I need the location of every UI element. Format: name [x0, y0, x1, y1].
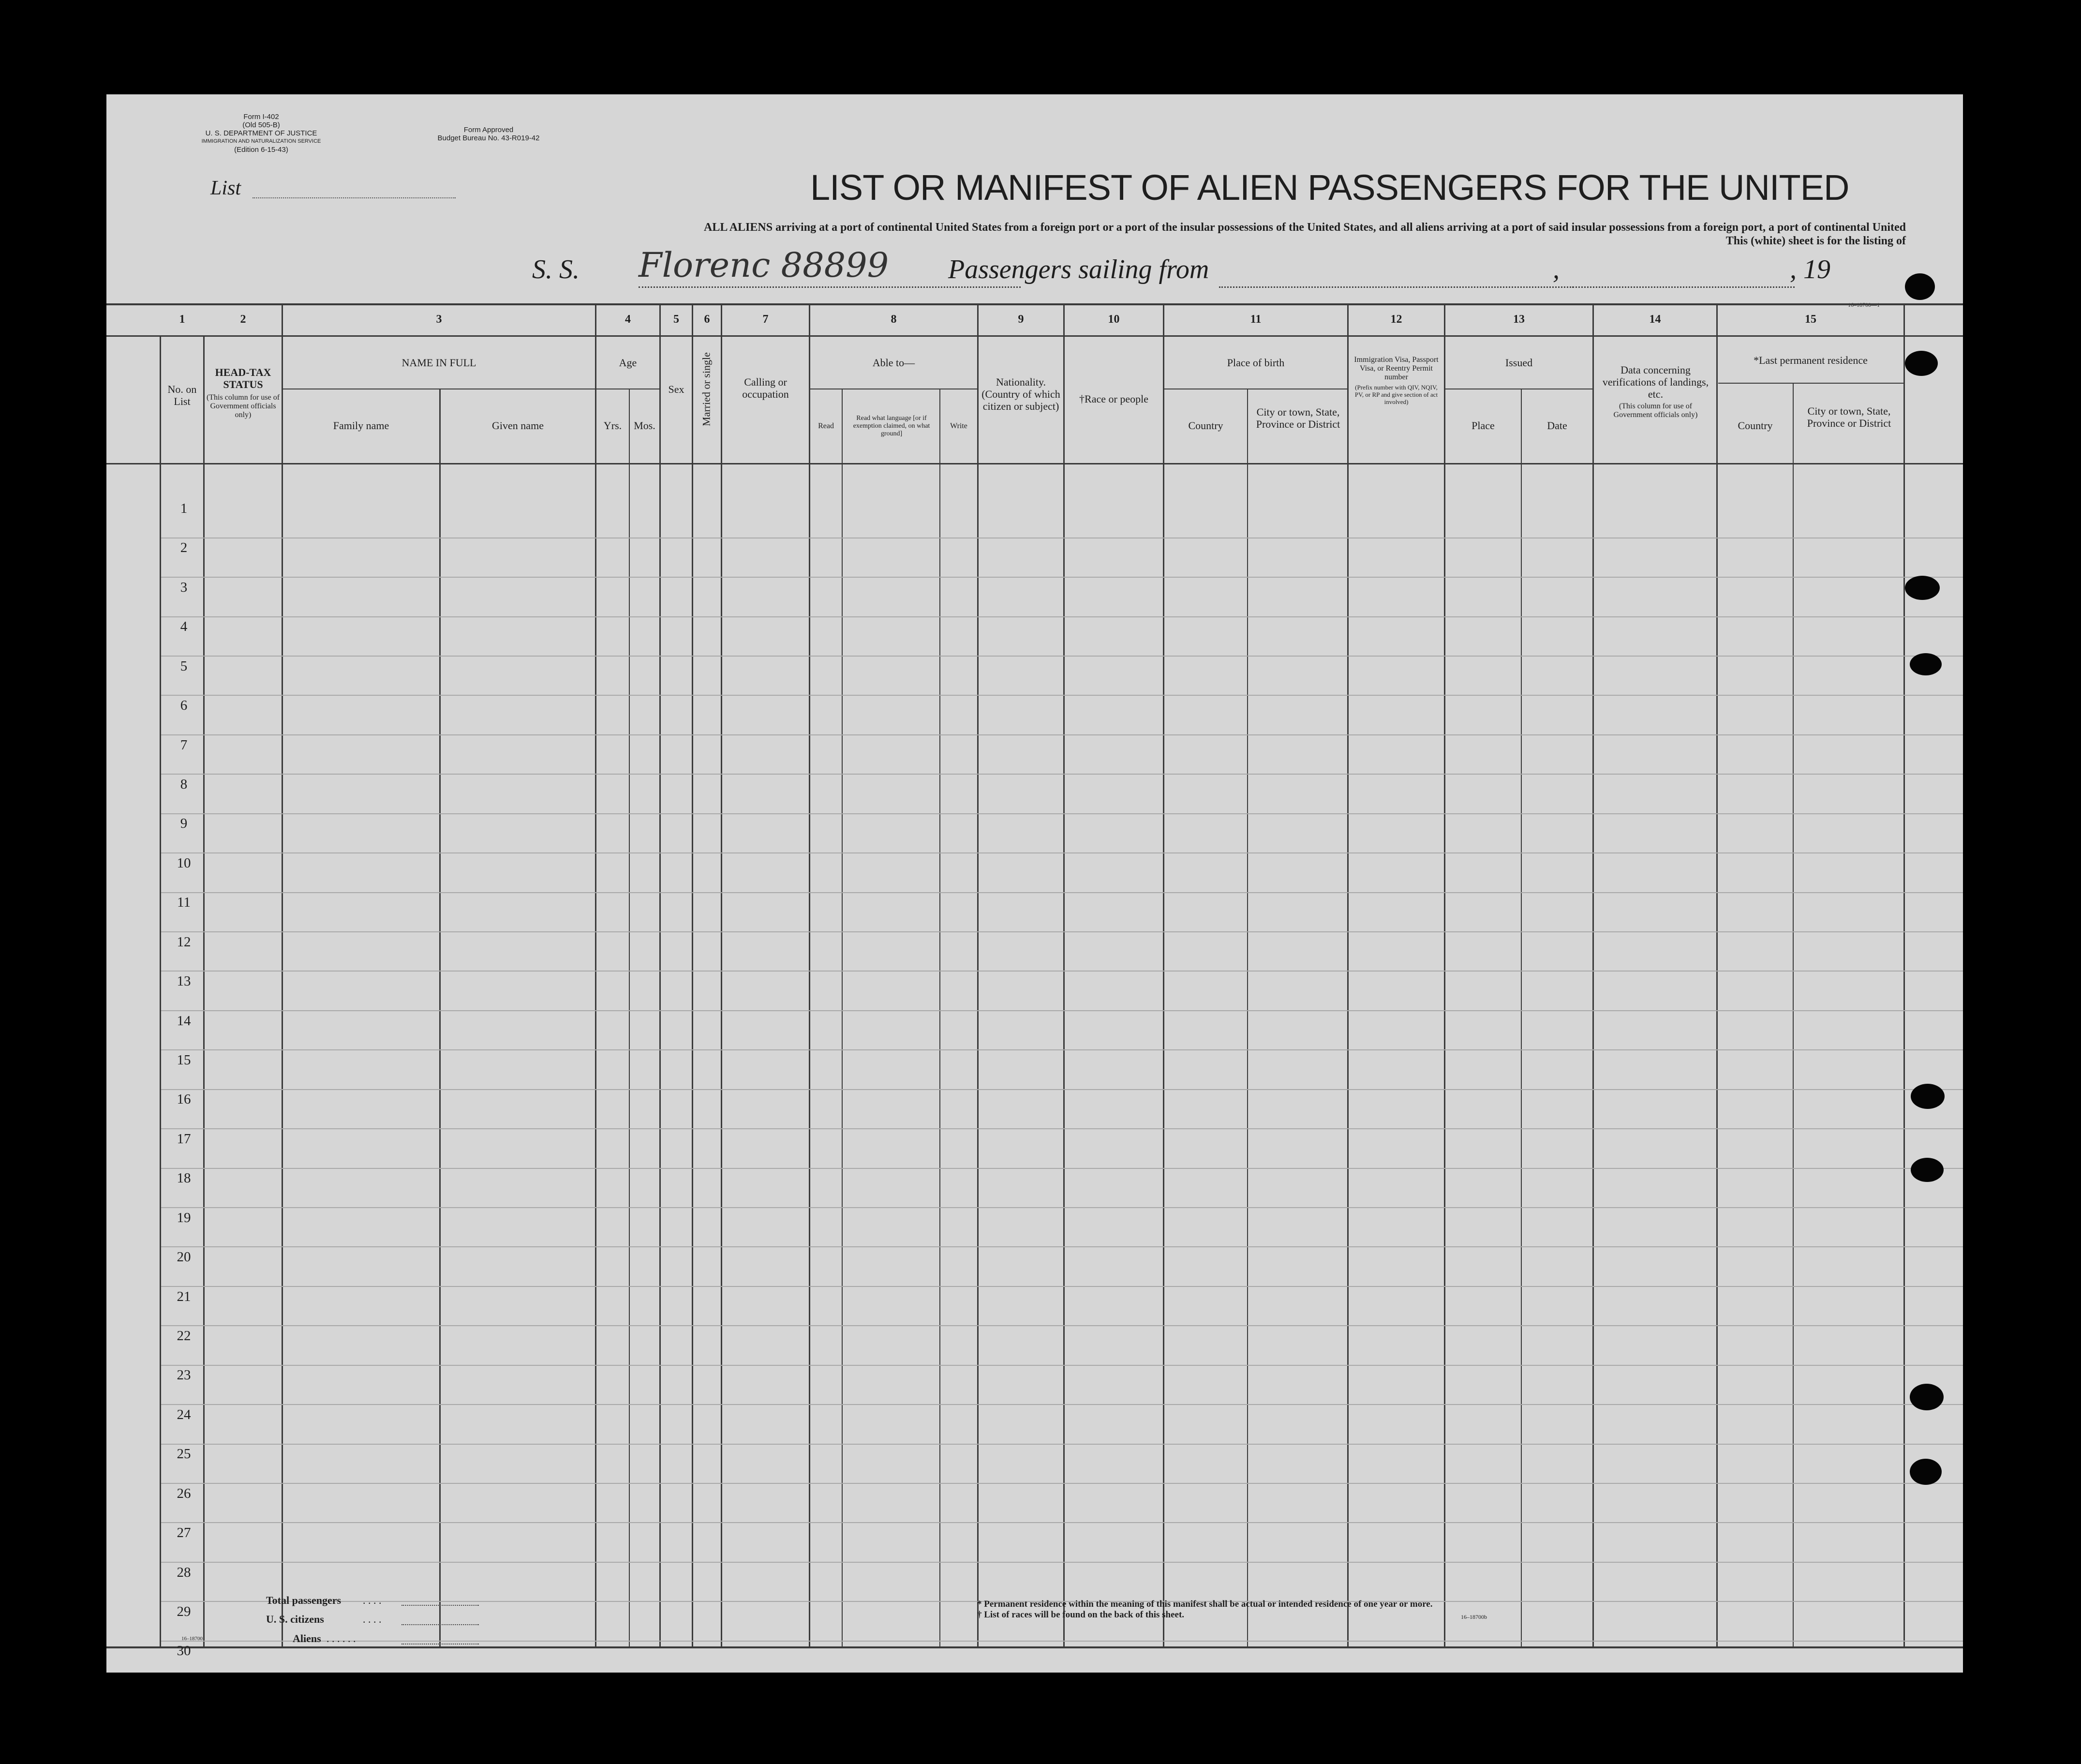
row-number-7: 7 — [180, 737, 188, 753]
col-header-issued-place: Place — [1472, 419, 1495, 432]
row-number-26: 26 — [177, 1485, 191, 1501]
print-code-left: 16–18700 — [181, 1636, 203, 1642]
aliens-label: Aliens — [293, 1632, 321, 1644]
col-number-14: 14 — [1649, 313, 1661, 326]
table-top-border — [106, 303, 1963, 305]
manifest-subtitle-line2: This (white) sheet is for the listing of — [1725, 235, 1906, 247]
head-tax-note: (This column for use of Government officials only) — [206, 393, 280, 419]
us-citizens-label: U. S. citizens — [266, 1613, 324, 1625]
row-number-8: 8 — [180, 776, 188, 792]
col-number-13: 13 — [1513, 313, 1525, 326]
col-header-occupation: Calling or occupation — [742, 376, 789, 400]
punch-hole — [1910, 653, 1942, 675]
head-tax-label: HEAD-TAX STATUS — [215, 366, 271, 390]
col-header-read: Read — [818, 422, 834, 430]
col-header-issued: Issued — [1505, 357, 1533, 369]
row-rule — [161, 1444, 1963, 1445]
year-prefix: , 19 — [1790, 254, 1830, 284]
row-rule — [161, 1010, 1963, 1011]
col-number-12: 12 — [1390, 313, 1402, 326]
row-number-20: 20 — [177, 1249, 191, 1265]
department-name: U. S. DEPARTMENT OF JUSTICE — [205, 129, 317, 137]
col-header-race: †Race or people — [1079, 393, 1148, 405]
handwritten-ship-name: Florenc 88899 — [639, 245, 889, 285]
punch-hole — [1910, 1459, 1942, 1485]
col-header-verifications — [1599, 364, 1712, 419]
us-citizens-dots: . . . . — [363, 1613, 382, 1625]
punch-hole — [1911, 1084, 1945, 1109]
row-number-9: 9 — [180, 816, 188, 832]
row-rule — [161, 774, 1963, 775]
col-number-10: 10 — [1108, 313, 1120, 326]
col-header-birth-country: Country — [1188, 419, 1223, 432]
list-number-field[interactable] — [253, 197, 456, 198]
row-number-19: 19 — [177, 1210, 191, 1226]
col-number-6: 6 — [704, 313, 710, 326]
sailing-date-field[interactable] — [1572, 286, 1795, 288]
sailing-port-field[interactable] — [1219, 286, 1606, 288]
row-rule — [161, 656, 1963, 657]
visa-label: Immigration Visa, Passport Visa, or Reentry Permit number — [1354, 356, 1439, 381]
row-number-24: 24 — [177, 1406, 191, 1422]
ship-name-field[interactable] — [639, 286, 1021, 288]
col-number-7: 7 — [762, 313, 769, 326]
service-name: IMMIGRATION AND NATURALIZATION SERVICE — [201, 138, 321, 144]
budget-number: Budget Bureau No. 43-R019-42 — [437, 134, 540, 142]
total-passengers-field[interactable] — [401, 1605, 479, 1606]
punch-hole — [1905, 273, 1935, 300]
row-rule — [161, 1246, 1963, 1247]
row-number-17: 17 — [177, 1131, 191, 1147]
verifications-note: (This column for use of Government officials only) — [1613, 402, 1698, 419]
row-number-28: 28 — [177, 1564, 191, 1580]
row-rule — [161, 892, 1963, 893]
row-rule — [161, 1128, 1963, 1129]
punch-hole — [1905, 576, 1940, 600]
sailing-comma: , — [1553, 254, 1560, 284]
punch-hole — [1905, 351, 1938, 376]
row-number-27: 27 — [177, 1525, 191, 1541]
col-number-11: 11 — [1250, 313, 1262, 326]
row-rule — [161, 1522, 1963, 1523]
row-number-29: 29 — [177, 1604, 191, 1620]
row-rule — [161, 1404, 1963, 1405]
row-rule — [161, 1483, 1963, 1484]
col-number-2: 2 — [240, 313, 246, 326]
row-rule — [161, 931, 1963, 932]
total-passengers-label: Total passengers — [266, 1594, 342, 1606]
verifications-label: Data concerning verifications of landings, etc. — [1602, 364, 1709, 400]
footnote-permanent-residence: * Permanent residence within the meaning of this manifest shall be actual or intended residence of one year or more. — [977, 1599, 1433, 1609]
col-header-no-on-list: No. on List — [167, 383, 197, 407]
row-rule — [161, 1049, 1963, 1050]
row-rule — [161, 852, 1963, 853]
form-approved-label: Form Approved — [463, 126, 514, 134]
row-number-30: 30 — [177, 1643, 191, 1659]
row-rule — [161, 1089, 1963, 1090]
row-number-5: 5 — [180, 658, 188, 674]
punch-hole — [1911, 1158, 1944, 1182]
totals-block — [266, 1594, 614, 1649]
row-number-23: 23 — [177, 1367, 191, 1383]
punch-hole — [1910, 1384, 1944, 1410]
row-number-18: 18 — [177, 1170, 191, 1186]
col-number-15: 15 — [1805, 313, 1816, 326]
col-number-4: 4 — [625, 313, 631, 326]
col-header-able-to: Able to— — [872, 357, 915, 369]
col-header-family-name: Family name — [333, 419, 389, 432]
row-number-16: 16 — [177, 1091, 191, 1107]
row-rule — [161, 734, 1963, 735]
col-header-sex: Sex — [668, 383, 684, 395]
col-header-years: Yrs. — [603, 419, 622, 432]
col-number-9: 9 — [1018, 313, 1024, 326]
list-label: List — [210, 177, 241, 199]
col-header-head-tax — [205, 366, 282, 419]
approval-block — [411, 126, 566, 142]
row-number-15: 15 — [177, 1052, 191, 1068]
row-number-4: 4 — [180, 619, 188, 635]
col-header-months: Mos. — [634, 419, 655, 432]
row-rule — [161, 1365, 1963, 1366]
us-citizens-field[interactable] — [401, 1624, 479, 1625]
manifest-subtitle-line1: ALL ALIENS arriving at a port of continental United States from a foreign port or a port of the insular possessions of the United States, and all aliens arriving at a port of said insular possessions from a foreign port, a port of continental United — [704, 221, 1906, 234]
col-header-issued-date: Date — [1547, 419, 1567, 432]
row-number-10: 10 — [177, 855, 191, 871]
row-number-22: 22 — [177, 1328, 191, 1344]
col-header-read-language: Read what language [or if exemption claimed, on what ground] — [853, 415, 930, 437]
row-rule — [161, 616, 1963, 617]
col-header-write: Write — [950, 422, 967, 430]
col-header-residence-country: Country — [1738, 419, 1773, 432]
form-info-block — [189, 113, 334, 154]
row-number-11: 11 — [177, 895, 191, 911]
visa-note: (Prefix number with QIV, NQIV, PV, or RP and give section of act involved) — [1354, 384, 1438, 405]
row-rule — [161, 1207, 1963, 1208]
col-header-last-residence: *Last permanent residence — [1754, 354, 1868, 366]
row-rule — [161, 1286, 1963, 1287]
row-rule — [161, 1168, 1963, 1169]
footnote-races: † List of races will be found on the back of this sheet. — [977, 1610, 1185, 1620]
row-number-13: 13 — [177, 973, 191, 989]
col-header-given-name: Given name — [492, 419, 544, 432]
col-header-visa — [1351, 356, 1442, 405]
ss-prefix: S. S. — [532, 254, 580, 284]
col-header-name-in-full: NAME IN FULL — [401, 357, 476, 369]
col-header-age: Age — [619, 357, 637, 369]
total-passengers-dots: . . . . — [363, 1594, 382, 1606]
row-rule — [161, 577, 1963, 578]
row-number-2: 2 — [180, 540, 188, 556]
col-number-1: 1 — [179, 313, 185, 326]
col-number-3: 3 — [436, 313, 442, 326]
col-header-nationality: Nationality. (Country of which citizen or subject) — [981, 376, 1060, 412]
edition-date: (Edition 6-15-43) — [234, 146, 288, 154]
print-code-bottom-right: 16–18700b — [1461, 1614, 1487, 1620]
sailing-from-label: Passengers sailing from — [948, 254, 1209, 284]
col-number-5: 5 — [673, 313, 679, 326]
row-rule — [161, 813, 1963, 814]
manifest-title: LIST OR MANIFEST OF ALIEN PASSENGERS FOR THE UNITED — [810, 167, 1849, 208]
aliens-dots: . . . . . . — [327, 1632, 356, 1644]
col-header-birth-city: City or town, State, Province or District — [1256, 406, 1340, 430]
col-number-8: 8 — [891, 313, 897, 326]
manifest-rows — [106, 464, 1963, 1659]
row-number-3: 3 — [180, 579, 188, 595]
row-rule — [161, 695, 1963, 696]
row-number-21: 21 — [177, 1288, 191, 1304]
col-header-married-single: Married or single — [700, 352, 713, 426]
row-number-1: 1 — [180, 500, 188, 516]
row-number-12: 12 — [177, 934, 191, 950]
residence-subheader-line — [1718, 383, 1904, 384]
manifest-sheet — [106, 94, 1963, 1673]
column-number-divider — [106, 335, 1963, 337]
old-form-number: (Old 505-B) — [242, 121, 280, 129]
row-rule — [161, 971, 1963, 972]
form-number: Form I-402 — [243, 113, 279, 121]
col-header-place-of-birth: Place of birth — [1227, 357, 1285, 369]
row-number-14: 14 — [177, 1013, 191, 1029]
row-number-25: 25 — [177, 1446, 191, 1462]
col-header-residence-city: City or town, State, Province or District — [1807, 405, 1891, 429]
row-rule — [161, 1325, 1963, 1326]
row-number-6: 6 — [180, 698, 188, 714]
manifest-table — [106, 303, 1963, 1659]
row-rule — [161, 1562, 1963, 1563]
